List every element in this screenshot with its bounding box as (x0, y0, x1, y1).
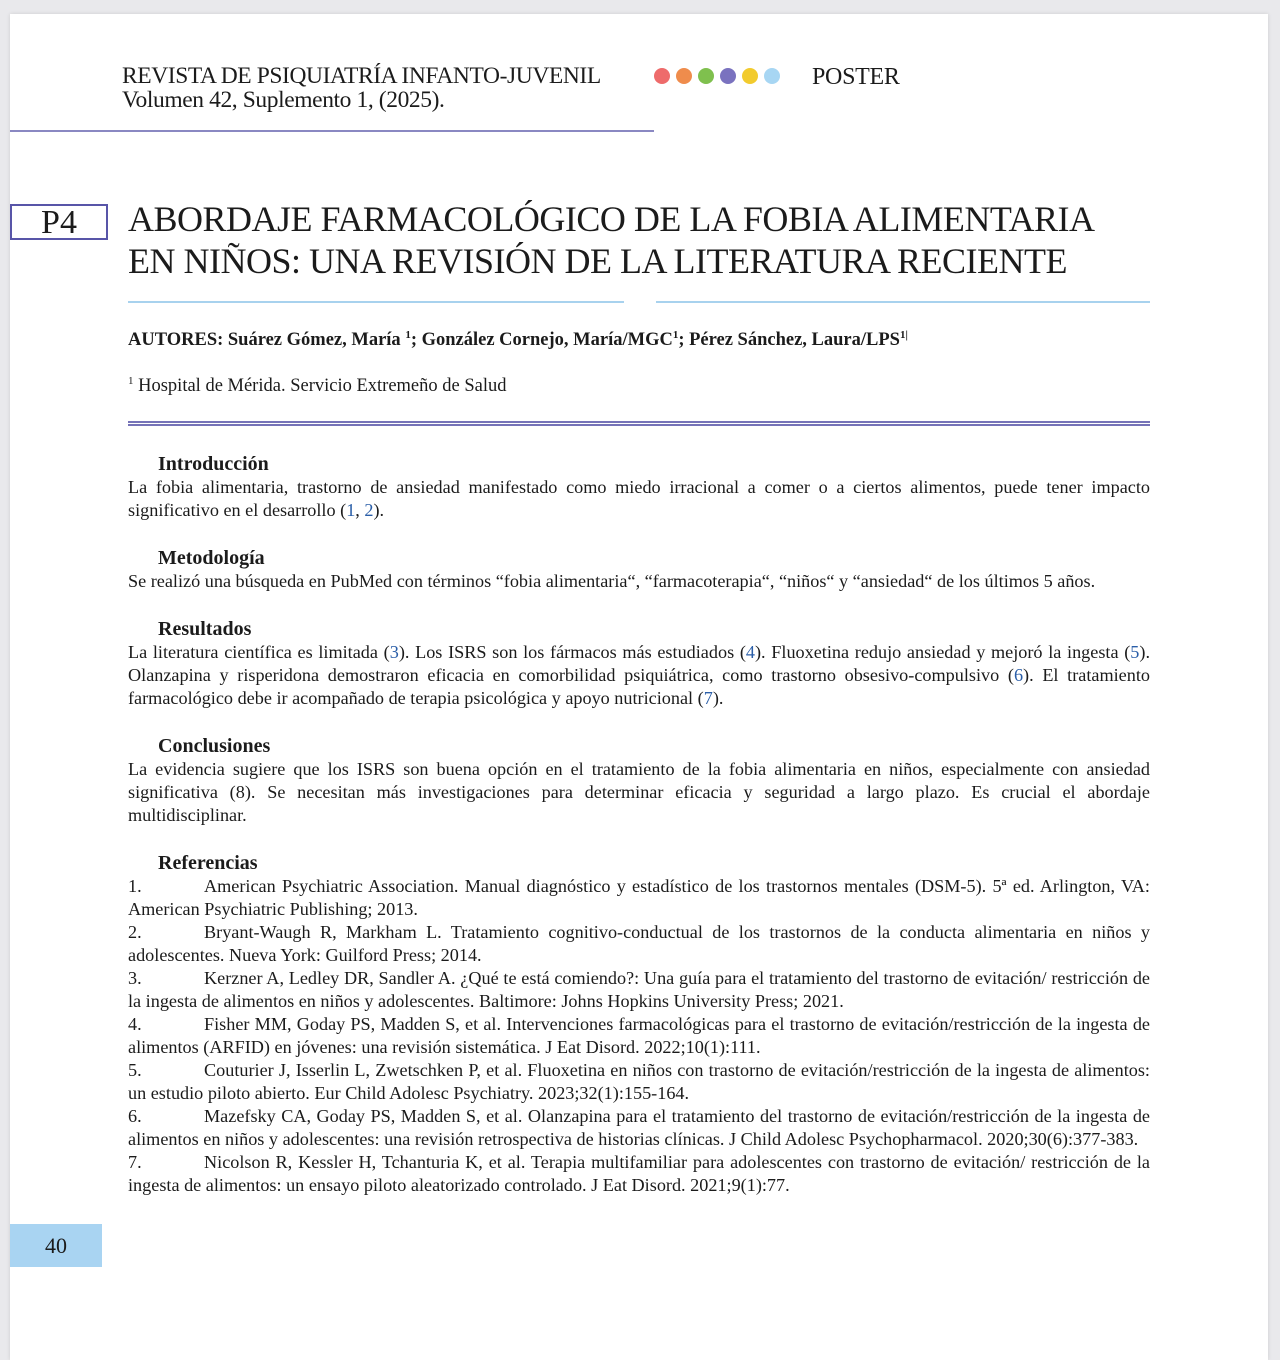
reference-item (128, 875, 1150, 921)
text-run: , (355, 500, 365, 520)
reference-text: Couturier J, Isserlin L, Zwetschken P, et al. Fluoxetina en niños con trastorno de evitación/restricción de la ingesta de alimentos: un estudio piloto abierto. Eur Child Adolesc Psychiatry. 2023;32(1):155-164. (128, 1060, 1150, 1103)
authors-label: AUTORES: (128, 330, 224, 350)
dot-red-icon (654, 68, 670, 84)
reference-text: American Psychiatric Association. Manual diagnóstico y estadístico de los trastornos mentales (DSM-5). 5ª ed. Arlington, VA: American Psychiatric Publishing; 2013. (128, 876, 1150, 919)
text-run: ). Los ISRS son los fármacos más estudiados ( (398, 642, 746, 662)
reference-number: 5. (128, 1060, 142, 1080)
section-text (128, 476, 1150, 522)
affiliation-text: Hospital de Mérida. Servicio Extremeño de Salud (138, 376, 507, 396)
title-line-2: EN NIÑOS: UNA REVISIÓN DE LA LITERATURA RECIENTE (128, 241, 1067, 281)
citation-link[interactable]: 4 (745, 642, 755, 662)
reference-item (128, 1059, 1150, 1105)
reference-text: Mazefsky CA, Goday PS, Madden S, et al. Olanzapina para el tratamiento del trastorno de evitación/restricción de la ingesta de alimentos en niños y adolescentes: una revisión retrospectiva de historias clínicas. J Child Adolesc Psychopharmacol. 2020;30(6):377-383. (128, 1106, 1150, 1149)
affiliation (128, 376, 507, 397)
decorative-dots (654, 68, 780, 84)
title-line-1: ABORDAJE FARMACOLÓGICO DE LA FOBIA ALIMENTARIA (128, 199, 1095, 239)
citation-link[interactable]: 3 (389, 642, 399, 662)
author-1: Suárez Gómez, María (227, 330, 401, 350)
reference-number: 2. (128, 922, 142, 942)
reference-number: 3. (128, 968, 142, 988)
affiliation-marker: 1 (128, 374, 134, 387)
section-heading: Metodología (158, 547, 265, 569)
document-page (10, 14, 1268, 1360)
section-heading: Referencias (158, 852, 258, 874)
section-text (128, 641, 1150, 710)
section-introduction (128, 452, 1150, 522)
section-label: POSTER (812, 64, 900, 90)
reference-number: 4. (128, 1014, 142, 1034)
text-run: La literatura científica es limitada ( (128, 642, 390, 662)
reference-text: Bryant-Waugh R, Markham L. Tratamiento cognitivo-conductual de los trastornos de la conducta alimentaria en niños y adolescentes. Nueva York: Guilford Press; 2014. (128, 922, 1150, 965)
section-rule (128, 421, 1150, 426)
text-run: La fobia alimentaria, trastorno de ansiedad manifestado como miedo irracional a comer o a ciertos alimentos, puede tener impacto significativo en el desarrollo ( (128, 477, 1150, 520)
section-text: Se realizó una búsqueda en PubMed con términos “fobia alimentaria“, “farmacoterapia“, “niños“ y “ansiedad“ de los últimos 5 años. (128, 571, 1096, 591)
reference-item (128, 1013, 1150, 1059)
reference-text: Nicolson R, Kessler H, Tchanturia K, et al. Terapia multifamiliar para adolescentes con trastorno de evitación/ restricción de la ingesta de alimentos: un ensayo piloto aleatorizado controlado. J Eat Disord. 2021;9(1):77. (128, 1152, 1150, 1195)
dot-green-icon (698, 68, 714, 84)
author-3-affil: 1| (899, 328, 908, 341)
section-conclusions (128, 734, 1150, 827)
journal-name: REVISTA DE PSIQUIATRÍA INFANTO-JUVENIL (122, 63, 601, 89)
reference-item (128, 921, 1150, 967)
reference-number: 7. (128, 1152, 142, 1172)
section-heading: Resultados (158, 618, 252, 640)
page-title (128, 198, 1128, 282)
dot-lightblue-icon (764, 68, 780, 84)
author-2: ; González Cornejo, María/MGC (410, 330, 673, 350)
citation-link[interactable]: 5 (1130, 642, 1140, 662)
author-2-affil: 1 (672, 328, 679, 341)
reference-number: 6. (128, 1106, 142, 1126)
authors-line (128, 330, 908, 351)
text-run: ). (373, 500, 385, 520)
dot-orange-icon (676, 68, 692, 84)
poster-code-box: P4 (10, 204, 108, 240)
dot-purple-icon (720, 68, 736, 84)
section-methodology (128, 546, 1150, 593)
reference-text: Fisher MM, Goday PS, Madden S, et al. Intervenciones farmacológicas para el trastorno de evitación/restricción de la ingesta de alimentos (ARFID) en jóvenes: una revisión sistemática. J Eat Disord. 2022;10(1):111. (128, 1014, 1150, 1057)
citation-link[interactable]: 6 (1013, 665, 1024, 685)
reference-number: 1. (128, 876, 142, 896)
section-references (128, 851, 1150, 1197)
text-run: ). El tratamiento farmacológico debe ir acompañado de terapia psicológica y apoyo nutricional ( (128, 665, 1150, 708)
reference-item (128, 967, 1150, 1013)
text-run: ). Fluoxetina redujo ansiedad y mejoró la ingesta ( (754, 642, 1131, 662)
header-rule (10, 130, 654, 132)
reference-item (128, 1151, 1150, 1197)
author-1-affil: 1 (405, 328, 411, 341)
reference-item (128, 1105, 1150, 1151)
section-heading: Conclusiones (158, 735, 271, 757)
title-rule-right (656, 301, 1150, 303)
section-results (128, 617, 1150, 710)
abstract-body (128, 452, 1150, 1197)
citation-link[interactable]: 1 (346, 500, 356, 520)
page-number-badge: 40 (10, 1224, 102, 1267)
title-rule-left (128, 301, 624, 303)
text-run: ). (712, 688, 724, 708)
journal-header (122, 64, 601, 112)
author-3: ; Pérez Sánchez, Laura/LPS (678, 330, 900, 350)
journal-volume: Volumen 42, Suplemento 1, (2025). (122, 87, 445, 113)
dot-yellow-icon (742, 68, 758, 84)
citation-link[interactable]: 2 (364, 500, 374, 520)
citation-link[interactable]: 7 (703, 688, 713, 708)
section-text: La evidencia sugiere que los ISRS son buena opción en el tratamiento de la fobia alimentaria en niños, especialmente con ansiedad significativa (8). Se necesitan más investigaciones para determinar eficacia y seguridad a largo plazo. Es crucial el abordaje multidisciplinar. (128, 759, 1150, 825)
reference-text: Kerzner A, Ledley DR, Sandler A. ¿Qué te está comiendo?: Una guía para el tratamiento del trastorno de evitación/ restricción de la ingesta de alimentos en niños y adolescentes. Baltimore: Johns Hopkins University Press; 2021. (128, 968, 1150, 1011)
section-heading: Introducción (158, 453, 269, 475)
text-run: ). Olanzapina y risperidona demostraron eficacia en comorbilidad psiquiátrica, como trastorno obsesivo-compulsivo ( (128, 642, 1150, 685)
